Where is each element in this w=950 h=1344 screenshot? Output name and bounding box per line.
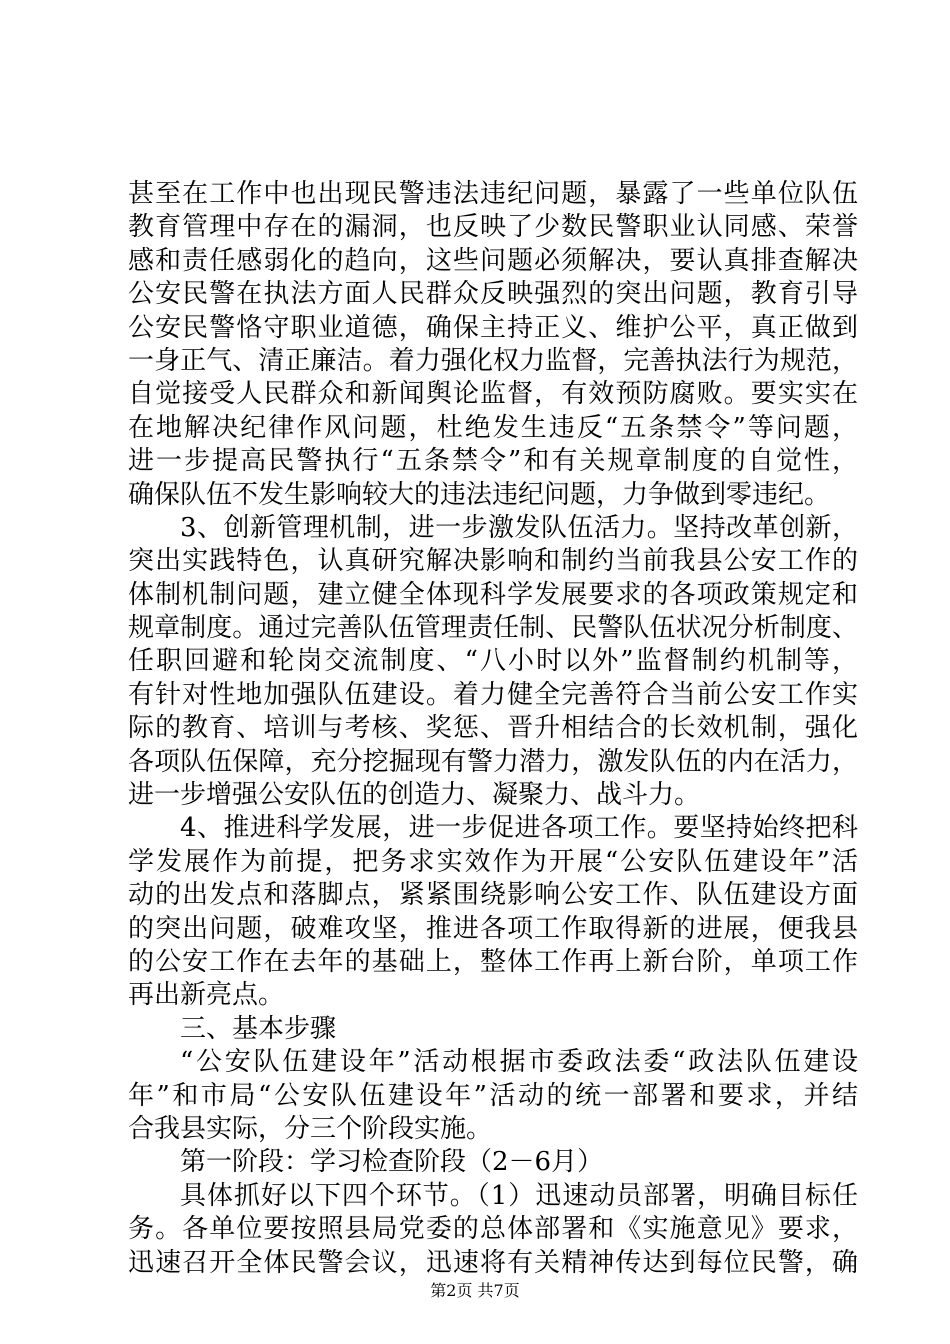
text-line: “公安队伍建设年”活动根据市委政法委“政法队伍建设 xyxy=(180,1047,858,1078)
text-line: 具体抓好以下四个环节。（1）迅速动员部署，明确目标任 xyxy=(180,1180,858,1211)
text-line: 合我县实际，分三个阶段实施。 xyxy=(128,1113,493,1144)
text-line: 规章制度。通过完善队伍管理责任制、民警队伍状况分析制度、 xyxy=(128,613,858,644)
text-line: 的公安工作在去年的基础上，整体工作再上新台阶，单项工作 xyxy=(128,946,858,977)
text-line: 各项队伍保障，充分挖掘现有警力潜力，激发队伍的内在活力， xyxy=(128,746,858,777)
text-line: 动的出发点和落脚点，紧紧围绕影响公安工作、队伍建设方面 xyxy=(128,880,858,911)
text-line: 有针对性地加强队伍建设。着力健全完善符合当前公安工作实 xyxy=(128,679,858,710)
text-line: 任职回避和轮岗交流制度、“八小时以外”监督制约机制等， xyxy=(128,646,858,677)
text-line: 际的教育、培训与考核、奖惩、晋升相结合的长效机制，强化 xyxy=(128,713,858,744)
text-line: 年”和市局“公安队伍建设年”活动的统一部署和要求，并结 xyxy=(128,1080,858,1111)
text-line: 确保队伍不发生影响较大的违法违纪问题，力争做到零违纪。 xyxy=(128,479,831,510)
text-line: 务。各单位要按照县局党委的总体部署和《实施意见》要求， xyxy=(128,1214,858,1245)
text-line: 3、创新管理机制，进一步激发队伍活力。坚持改革创新， xyxy=(180,512,858,543)
text-line: 第一阶段：学习检查阶段（2－6月） xyxy=(180,1147,604,1178)
text-line: 进一步提高民警执行“五条禁令”和有关规章制度的自觉性， xyxy=(128,446,858,477)
text-line: 突出实践特色，认真研究解决影响和制约当前我县公安工作的 xyxy=(128,546,858,577)
text-line: 迅速召开全体民警会议，迅速将有关精神传达到每位民警，确 xyxy=(128,1247,858,1278)
text-line: 教育管理中存在的漏洞，也反映了少数民警职业认同感、荣誉 xyxy=(128,212,858,243)
text-line: 一身正气、清正廉洁。着力强化权力监督，完善执法行为规范， xyxy=(128,345,858,376)
text-line: 的突出问题，破难攻坚，推进各项工作取得新的进展，便我县 xyxy=(128,913,858,944)
text-line: 在地解决纪律作风问题，杜绝发生违反“五条禁令”等问题， xyxy=(128,412,858,443)
text-line: 甚至在工作中也出现民警违法违纪问题，暴露了一些单位队伍 xyxy=(128,179,858,209)
text-line: 公安民警恪守职业道德，确保主持正义、维护公平，真正做到 xyxy=(128,312,858,343)
text-line: 4、推进科学发展，进一步促进各项工作。要坚持始终把科 xyxy=(180,813,858,844)
text-line: 感和责任感弱化的趋向，这些问题必须解决，要认真排查解决 xyxy=(128,245,858,276)
text-line: 进一步增强公安队伍的创造力、凝聚力、战斗力。 xyxy=(128,780,701,811)
text-line: 再出新亮点。 xyxy=(128,980,285,1011)
text-line: 自觉接受人民群众和新闻舆论监督，有效预防腐败。要实实在 xyxy=(128,379,858,410)
text-line: 公安民警在执法方面人民群众反映强烈的突出问题，教育引导 xyxy=(128,279,858,310)
text-line: 三、基本步骤 xyxy=(180,1013,337,1044)
text-line: 学发展作为前提，把务求实效作为开展“公安队伍建设年”活 xyxy=(128,846,858,877)
page-footer: 第2页 共7页 xyxy=(430,1281,520,1300)
text-line: 体制机制问题，建立健全体现科学发展要求的各项政策规定和 xyxy=(128,579,858,610)
body-text xyxy=(128,178,858,1280)
